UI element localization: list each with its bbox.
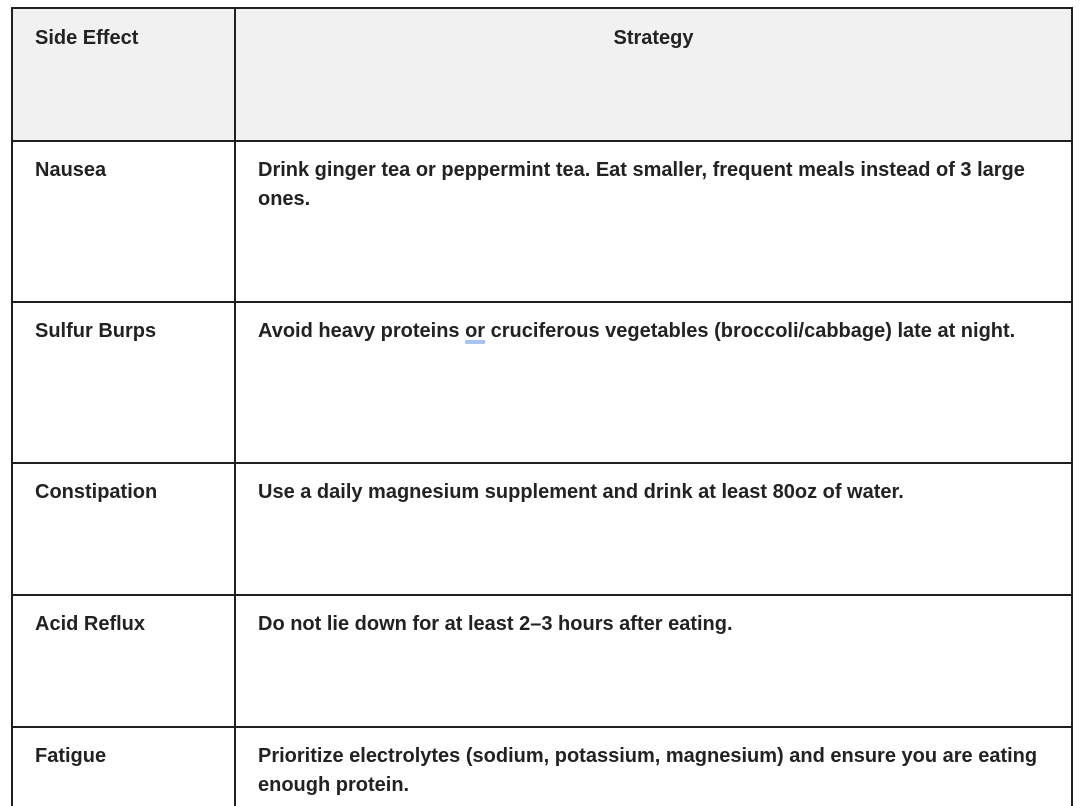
strategy-text-part: Avoid heavy proteins <box>258 320 466 342</box>
header-side-effect: Side Effect <box>12 8 235 141</box>
table-header-row <box>12 8 1072 141</box>
table-row <box>12 302 1072 463</box>
side-effect-cell: Sulfur Burps <box>12 302 235 463</box>
strategy-cell: Drink ginger tea or peppermint tea. Eat smaller, frequent meals instead of 3 large ones. <box>235 141 1072 302</box>
table-row <box>12 141 1072 302</box>
header-strategy: Strategy <box>235 8 1072 141</box>
strategy-text-part: cruciferous vegetables (broccoli/cabbage) late at night. <box>485 320 1016 342</box>
table-row <box>12 595 1072 727</box>
table-row <box>12 463 1072 595</box>
side-effect-cell: Acid Reflux <box>12 595 235 727</box>
strategy-cell: Use a daily magnesium supplement and drink at least 80oz of water. <box>235 463 1072 595</box>
side-effect-cell: Constipation <box>12 463 235 595</box>
side-effect-cell: Nausea <box>12 141 235 302</box>
strategy-cell: Do not lie down for at least 2–3 hours after eating. <box>235 595 1072 727</box>
side-effect-cell: Fatigue <box>12 727 235 806</box>
side-effects-table <box>11 7 1073 806</box>
table-row <box>12 727 1072 806</box>
spellcheck-marked-word[interactable]: or <box>465 320 486 342</box>
strategy-cell <box>235 302 1072 463</box>
strategy-cell: Prioritize electrolytes (sodium, potassium, magnesium) and ensure you are eating enough protein. <box>235 727 1072 806</box>
